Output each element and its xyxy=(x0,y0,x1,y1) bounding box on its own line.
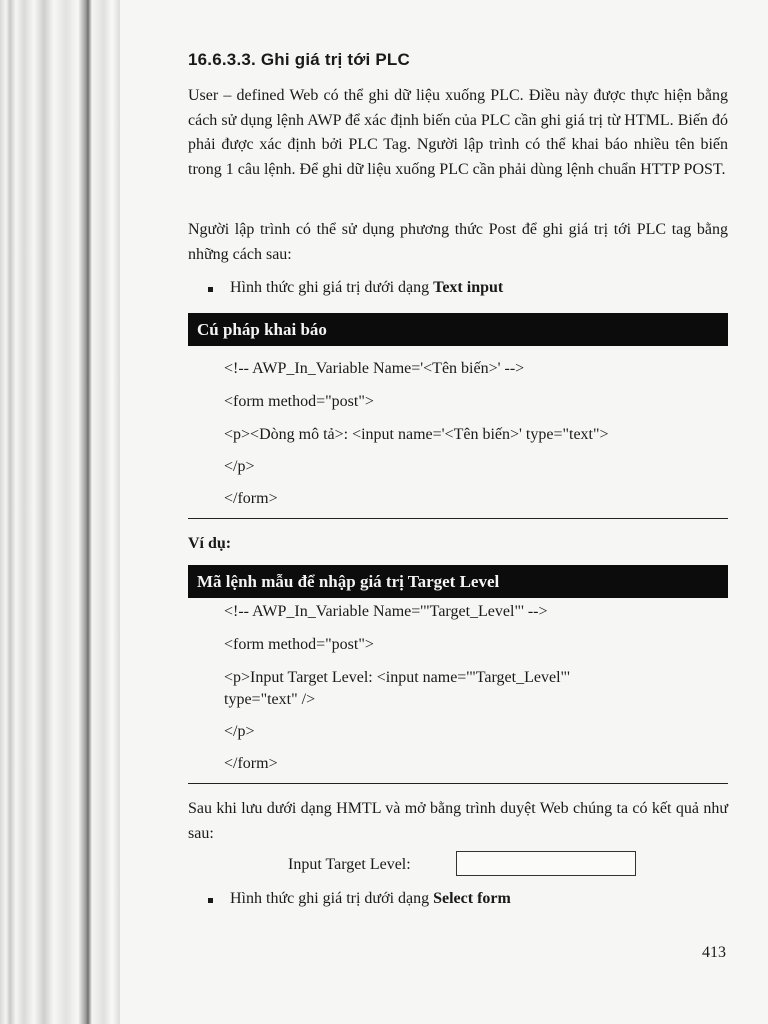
bullet-icon xyxy=(208,287,213,292)
example-line-1: <!-- AWP_In_Variable Name='"Target_Level"' --> xyxy=(224,603,548,620)
result-paragraph: Sau khi lưu dưới dạng HMTL và mở bằng trình duyệt Web chúng ta có kết quả như sau: xyxy=(188,800,728,842)
bullet-text-input-prefix: Hình thức ghi giá trị dưới dạng xyxy=(230,279,434,296)
bullet-text-input-bold: Text input xyxy=(433,279,504,296)
syntax-line-2: <form method="post"> xyxy=(224,393,374,410)
syntax-line-4: </p> xyxy=(224,458,255,475)
intro-paragraph-2: Người lập trình có thể sử dụng phương thức Post để ghi giá trị tới PLC tag bằng những cách sau: xyxy=(188,221,728,263)
example-line-5: </p> xyxy=(224,723,255,740)
bullet-icon xyxy=(208,898,213,903)
bullet-select-form-bold: Select form xyxy=(433,890,511,907)
book-page xyxy=(120,0,768,1024)
syntax-line-5: </form> xyxy=(224,490,278,507)
syntax-box-header: Cú pháp khai báo xyxy=(188,313,728,346)
bullet-text-input xyxy=(210,279,503,297)
syntax-line-3: <p><Dòng mô tả>: <input name='<Tên biến>' type="text"> xyxy=(224,426,609,443)
book-binding xyxy=(0,0,120,1024)
page-number: 413 xyxy=(702,944,726,961)
example-line-6: </form> xyxy=(224,755,278,772)
demo-target-level-input xyxy=(456,851,636,876)
bullet-select-form-prefix: Hình thức ghi giá trị dưới dạng xyxy=(230,890,434,907)
section-title: 16.6.3.3. Ghi giá trị tới PLC xyxy=(188,50,410,69)
intro-paragraph-1: User – defined Web có thể ghi dữ liệu xuống PLC. Điều này được thực hiện bằng cách sử dụng lệnh AWP để xác định biến của PLC cần ghi giá trị từ HTML. Biến đó phải được xác định bởi PLC Tag. Người lập trình có thể khai báo nhiều tên biến trong 1 câu lệnh. Để ghi dữ liệu xuống PLC cần phải dùng lệnh chuẩn HTTP POST. xyxy=(188,87,728,178)
demo-target-level-label: Input Target Level: xyxy=(288,856,411,873)
example-box-bottom-rule xyxy=(188,783,728,784)
example-line-3: <p>Input Target Level: <input name='"Target_Level"' xyxy=(224,669,570,686)
example-heading: Ví dụ: xyxy=(188,535,232,552)
example-box-header: Mã lệnh mẫu để nhập giá trị Target Level xyxy=(188,565,728,598)
syntax-box-bottom-rule xyxy=(188,518,728,519)
bullet-select-form xyxy=(210,890,511,908)
example-line-4: type="text" /> xyxy=(224,691,316,708)
example-line-2: <form method="post"> xyxy=(224,636,374,653)
syntax-line-1: <!-- AWP_In_Variable Name='<Tên biến>' --> xyxy=(224,360,525,377)
